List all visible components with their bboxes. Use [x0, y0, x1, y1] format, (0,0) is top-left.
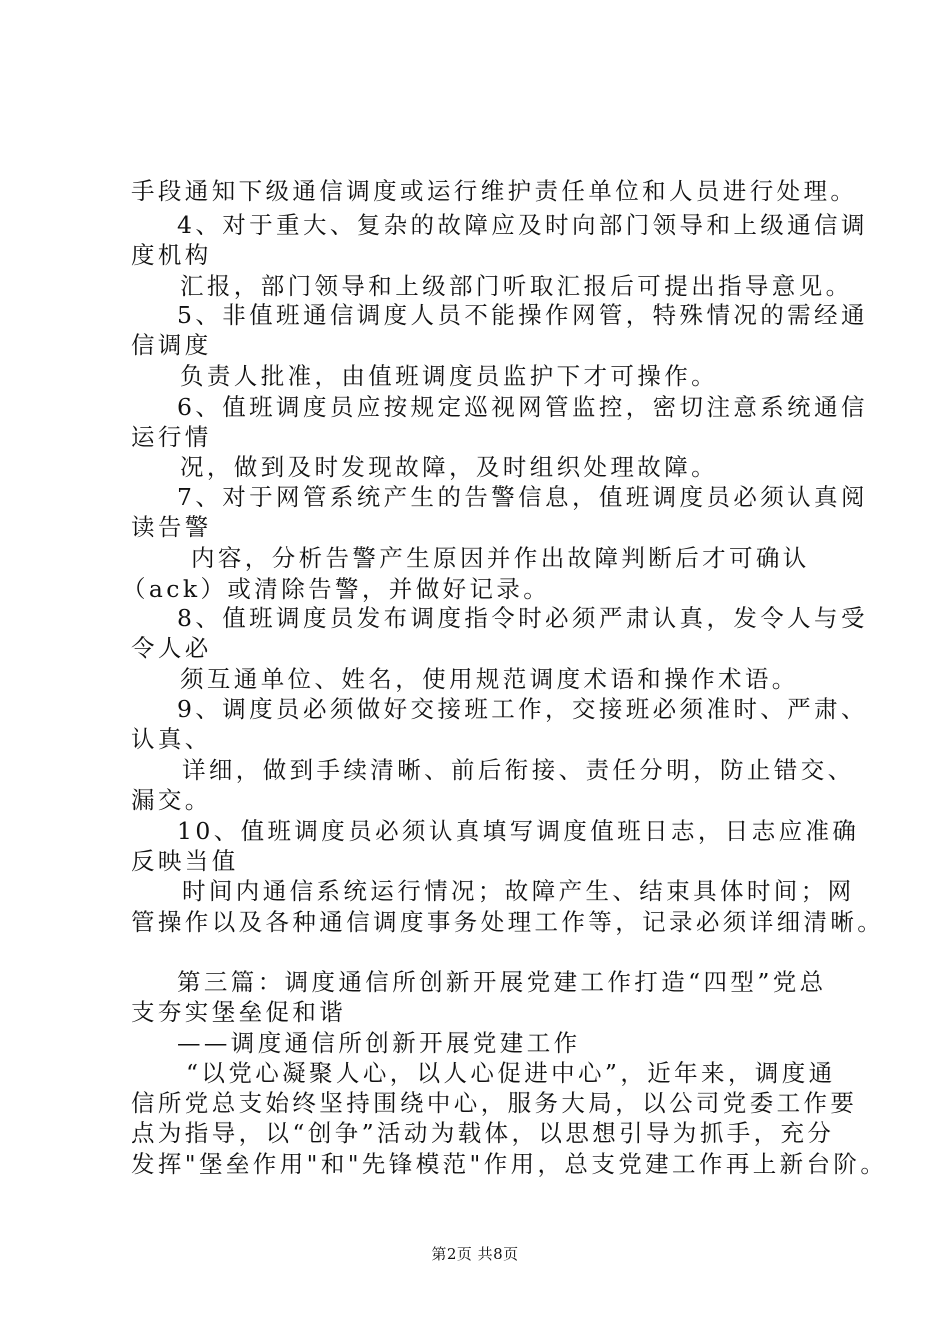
paragraph-line: 发挥"堡垒作用"和"先锋模范"作用，总支党建工作再上新台阶。 [131, 1150, 888, 1178]
paragraph-line: 8、值班调度员发布调度指令时必须严肃认真，发令人与受 [177, 604, 868, 632]
paragraph-line: 内容，分析告警产生原因并作出故障判断后才可确认 [191, 544, 810, 572]
paragraph-line: 信调度 [131, 331, 212, 359]
section-title-line: 第三篇：调度通信所创新开展党建工作打造“四型”党总 [177, 968, 827, 996]
paragraph-line: 度机构 [131, 241, 212, 269]
paragraph-line: 漏交。 [131, 786, 212, 814]
paragraph-line: 认真、 [131, 725, 212, 753]
paragraph-line: 读告警 [131, 513, 212, 541]
paragraph-line: 点为指导，以“创争”活动为载体，以思想引导为抓手，充分 [131, 1119, 835, 1147]
paragraph-line: 5、非值班通信调度人员不能操作网管，特殊情况的需经通 [177, 301, 868, 329]
paragraph-line: 管操作以及各种通信调度事务处理工作等，记录必须详细清晰。 [131, 908, 885, 936]
paragraph-line: 4、对于重大、复杂的故障应及时向部门领导和上级通信调 [177, 211, 868, 239]
paragraph-line: 况，做到及时发现故障，及时组织处理故障。 [180, 453, 718, 481]
page-number-footer: 第2页 共8页 [431, 1245, 519, 1263]
paragraph-line: 须互通单位、姓名，使用规范调度术语和操作术语。 [180, 665, 799, 693]
paragraph-line: 9、调度员必须做好交接班工作，交接班必须准时、严肃、 [177, 695, 868, 723]
paragraph-line: 反映当值 [131, 847, 239, 875]
paragraph-line: 6、值班调度员应按规定巡视网管监控，密切注意系统通信 [177, 393, 868, 421]
paragraph-line: 汇报，部门领导和上级部门听取汇报后可提出指导意见。 [180, 272, 853, 300]
paragraph-line: 负责人批准，由值班调度员监护下才可操作。 [180, 362, 718, 390]
section-title-line: 支夯实堡垒促和谐 [131, 998, 347, 1026]
paragraph-line: 10、值班调度员必须认真填写调度值班日志，日志应准确 [177, 817, 860, 845]
paragraph-line: 令人必 [131, 634, 212, 662]
paragraph-line: 7、对于网管系统产生的告警信息，值班调度员必须认真阅 [177, 483, 868, 511]
paragraph-line: “以党心凝聚人心，以人心促进中心”，近年来，调度通 [186, 1059, 836, 1087]
paragraph-line: 手段通知下级通信调度或运行维护责任单位和人员进行处理。 [131, 177, 858, 205]
paragraph-line: 信所党总支始终坚持围绕中心，服务大局，以公司党委工作要 [131, 1089, 858, 1117]
paragraph-line: 时间内通信系统运行情况；故障产生、结束具体时间；网 [182, 877, 855, 905]
paragraph-line: （ack）或清除告警，并做好记录。 [122, 575, 551, 603]
section-subtitle: ——调度通信所创新开展党建工作 [177, 1029, 581, 1057]
paragraph-line: 详细，做到手续清晰、前后衔接、责任分明，防止错交、 [182, 756, 855, 784]
paragraph-line: 运行情 [131, 423, 212, 451]
